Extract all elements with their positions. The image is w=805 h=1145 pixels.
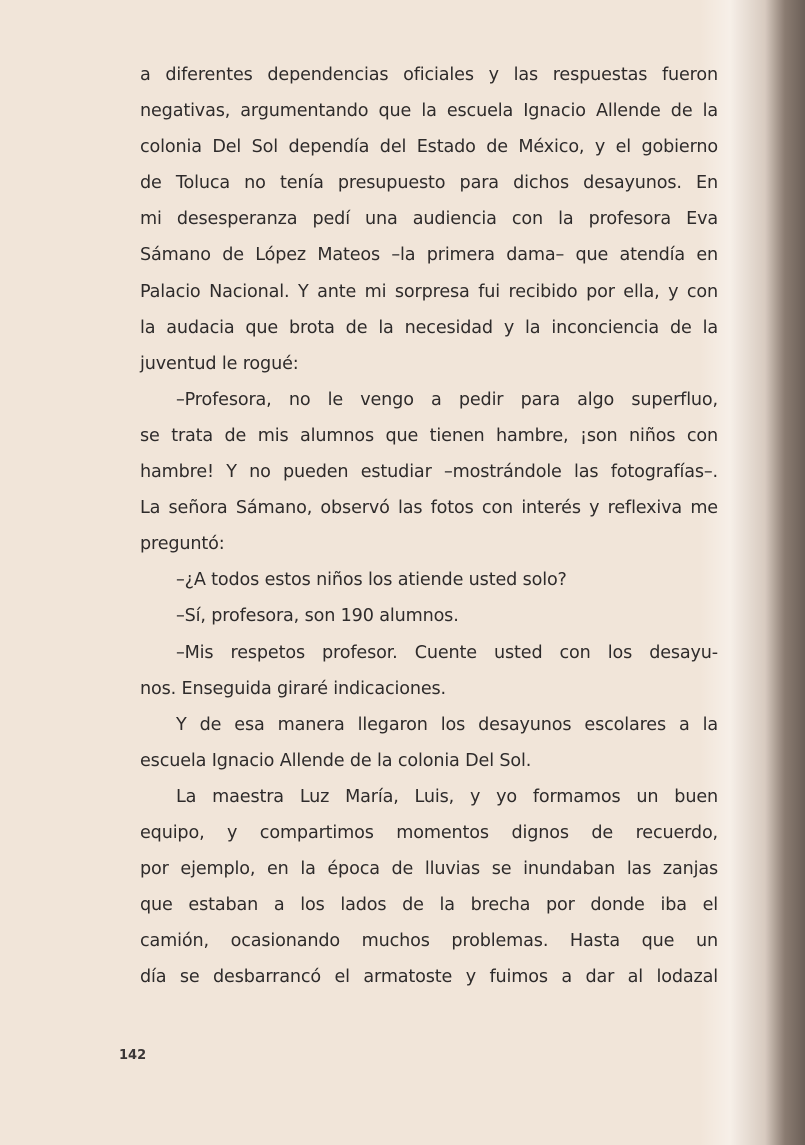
text-line: negativas, argumentando que la escuela Ignacio Allende de la (140, 101, 718, 122)
text-line: por ejemplo, en la época de lluvias se inundaban las zanjas (140, 859, 718, 880)
text-line: La señora Sámano, observó las fotos con interés y reflexiva me (140, 498, 718, 519)
dialogue-line: –Mis respetos profesor. Cuente usted con los desayu- (176, 642, 718, 663)
text-line: de Toluca no tenía presupuesto para dichos desayunos. En (140, 173, 718, 194)
paragraph-start-line: Y de esa manera llegaron los desayunos escolares a la (176, 714, 718, 735)
text-line: la audacia que brota de la necesidad y la inconciencia de la (140, 317, 718, 338)
page-number: 142 (119, 1048, 147, 1063)
dialogue-line: –Sí, profesora, son 190 alumnos. (176, 606, 459, 627)
text-line: Palacio Nacional. Y ante mi sorpresa fui recibido por ella, y con (140, 281, 718, 302)
text-line: día se desbarrancó el armatoste y fuimos a dar al lodazal (140, 967, 718, 988)
text-line: a diferentes dependencias oficiales y las respuestas fueron (140, 65, 718, 85)
text-line: Sámano de López Mateos –la primera dama– que atendía en (140, 245, 718, 266)
body-text (140, 57, 718, 995)
text-line: mi desesperanza pedí una audiencia con la profesora Eva (140, 209, 718, 230)
paragraph-start-line: La maestra Luz María, Luis, y yo formamos un buen (176, 786, 718, 807)
text-line: se trata de mis alumnos que tienen hambre, ¡son niños con (140, 425, 718, 446)
dialogue-line: –¿A todos estos niños los atiende usted solo? (176, 570, 567, 591)
dialogue-line: –Profesora, no le vengo a pedir para algo superfluo, (176, 389, 718, 410)
text-line: colonia Del Sol dependía del Estado de México, y el gobierno (140, 137, 718, 158)
text-line: hambre! Y no pueden estudiar –mostrándole las fotografías–. (140, 462, 718, 483)
text-line: que estaban a los lados de la brecha por donde iba el (140, 895, 718, 916)
text-line: camión, ocasionando muchos problemas. Hasta que un (140, 931, 718, 952)
text-line: escuela Ignacio Allende de la colonia Del Sol. (140, 750, 532, 771)
text-line: equipo, y compartimos momentos dignos de recuerdo, (140, 822, 718, 843)
text-line: nos. Enseguida giraré indicaciones. (140, 678, 446, 699)
text-line: juventud le rogué: (140, 353, 299, 374)
text-line: preguntó: (140, 534, 225, 555)
